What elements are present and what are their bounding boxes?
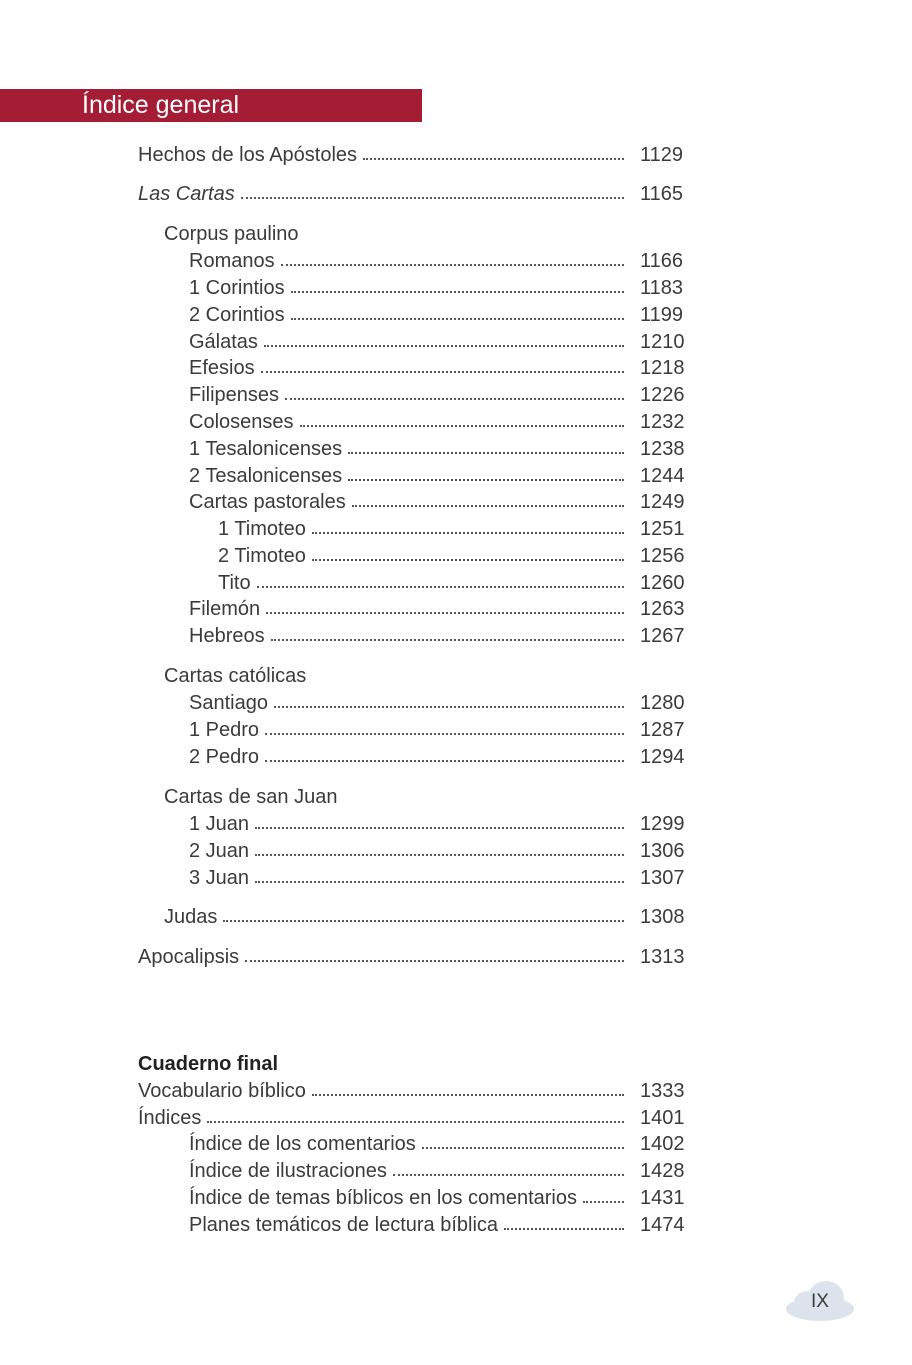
toc-entry-page: 1333 — [640, 1080, 685, 1102]
toc-entry — [0, 516, 912, 543]
leader-dots — [255, 827, 624, 829]
toc-entry-page: 1474 — [640, 1214, 685, 1236]
leader-dots — [300, 425, 624, 427]
leader-dots — [291, 318, 624, 320]
toc-entry-label: Índice de temas bíblicos en los comentarios — [189, 1187, 577, 1209]
leader-dots — [583, 1201, 624, 1203]
leader-dots — [266, 612, 624, 614]
toc-entry — [0, 463, 912, 490]
leader-dots — [265, 760, 624, 762]
toc-entry-label: 2 Timoteo — [218, 545, 306, 567]
toc-entry-page: 1244 — [640, 465, 685, 487]
toc-entry — [0, 904, 912, 931]
leader-dots — [312, 532, 624, 534]
toc-entry-label: 1 Timoteo — [218, 518, 306, 540]
leader-dots — [504, 1228, 624, 1230]
toc-entry — [0, 1185, 912, 1212]
toc-entry-label: Colosenses — [189, 411, 294, 433]
toc-entry-label: 1 Juan — [189, 813, 250, 835]
toc-entry — [0, 596, 912, 623]
toc-entry-label: Hechos de los Apóstoles — [138, 144, 358, 166]
toc-entry-page: 1218 — [640, 357, 685, 379]
toc-entry-label: 2 Pedro — [189, 746, 260, 768]
toc-entry-label: Cartas de san Juan — [164, 786, 338, 808]
toc-entry — [0, 355, 912, 382]
toc-entry-label: Tito — [218, 572, 251, 594]
leader-dots — [348, 479, 624, 481]
toc-entry-page: 1183 — [640, 277, 684, 299]
toc-entry — [0, 811, 912, 838]
toc-entry-label: 1 Tesalonicenses — [189, 438, 343, 460]
leader-dots — [261, 371, 624, 373]
page-title: Índice general — [82, 91, 240, 119]
toc-entry-label: Corpus paulino — [164, 223, 299, 245]
toc-entry-page: 1129 — [640, 144, 684, 166]
toc-entry-page: 1299 — [640, 813, 685, 835]
toc-entry — [0, 944, 912, 971]
toc-entry-page: 1238 — [640, 438, 685, 460]
toc-entry-page: 1263 — [640, 598, 685, 620]
leader-dots — [245, 960, 624, 962]
toc-entry-page: 1280 — [640, 692, 685, 714]
page-number-badge — [784, 1281, 856, 1323]
leader-dots — [271, 639, 624, 641]
toc-entry-page: 1226 — [640, 384, 685, 406]
toc-entry-page: 1249 — [640, 491, 685, 513]
page-number: IX — [811, 1291, 829, 1312]
toc-entry-label: Romanos — [189, 250, 275, 272]
toc-entry-page: 1165 — [640, 183, 684, 205]
leader-dots — [312, 559, 624, 561]
leader-dots — [265, 733, 624, 735]
toc-entry-label: Efesios — [189, 357, 255, 379]
toc-entry-label: Planes temáticos de lectura bíblica — [189, 1214, 499, 1236]
toc-entry — [0, 1051, 912, 1078]
toc-entry — [0, 248, 912, 275]
toc-entry — [0, 865, 912, 892]
leader-dots — [291, 291, 624, 293]
toc-entry — [0, 1105, 912, 1132]
toc-entry-label: Filemón — [189, 598, 261, 620]
toc-entry-page: 1251 — [640, 518, 685, 540]
toc-entry-label: Cuaderno final — [138, 1053, 279, 1075]
toc-entry — [0, 543, 912, 570]
toc-entry-page: 1402 — [640, 1133, 685, 1155]
toc-entry-page: 1431 — [640, 1187, 685, 1209]
toc-entry-label: Cartas católicas — [164, 665, 307, 687]
toc-entry-page: 1307 — [640, 867, 685, 889]
toc-entry — [0, 690, 912, 717]
leader-dots — [393, 1174, 624, 1176]
toc-entry-page: 1428 — [640, 1160, 685, 1182]
toc-entry-label: Apocalipsis — [138, 946, 240, 968]
toc-entry-page: 1313 — [640, 946, 685, 968]
leader-dots — [223, 920, 624, 922]
toc-entry-page: 1287 — [640, 719, 685, 741]
leader-dots — [281, 264, 624, 266]
toc-entry — [0, 717, 912, 744]
toc-entry — [0, 1131, 912, 1158]
toc-entry-label: 3 Juan — [189, 867, 250, 889]
leader-dots — [274, 706, 624, 708]
toc-entry-page: 1401 — [640, 1107, 685, 1129]
toc-entry — [0, 302, 912, 329]
toc-entry-label: 1 Pedro — [189, 719, 260, 741]
leader-dots — [352, 505, 624, 507]
toc-entry — [0, 623, 912, 650]
toc-entry-label: Vocabulario bíblico — [138, 1080, 306, 1102]
toc-entry — [0, 1158, 912, 1185]
toc-entry-label: 2 Corintios — [189, 304, 285, 326]
toc-entry — [0, 838, 912, 865]
toc-entry — [0, 409, 912, 436]
toc-entry-page: 1306 — [640, 840, 685, 862]
toc-entry — [0, 744, 912, 771]
toc-entry — [0, 382, 912, 409]
leader-dots — [264, 345, 624, 347]
toc-entry — [0, 784, 912, 811]
toc-entry — [0, 142, 912, 169]
toc-entry-label: Las Cartas — [138, 183, 235, 205]
toc-entry-label: Índices — [138, 1107, 202, 1129]
leader-dots — [363, 158, 624, 160]
leader-dots — [255, 881, 624, 883]
toc-entry-page: 1260 — [640, 572, 685, 594]
toc-entry — [0, 275, 912, 302]
toc-entry-label: 2 Tesalonicenses — [189, 465, 343, 487]
toc-entry-page: 1294 — [640, 746, 685, 768]
toc-entry-label: Gálatas — [189, 331, 258, 353]
toc-entry — [0, 489, 912, 516]
toc-entry — [0, 570, 912, 597]
toc-entry — [0, 663, 912, 690]
leader-dots — [285, 398, 624, 400]
leader-dots — [348, 452, 624, 454]
leader-dots — [207, 1121, 624, 1123]
toc-entry — [0, 436, 912, 463]
toc-entry — [0, 329, 912, 356]
toc-entry — [0, 221, 912, 248]
toc-entry-label: Índice de ilustraciones — [189, 1160, 387, 1182]
toc-entry-label: Santiago — [189, 692, 268, 714]
toc-entry-label: Filipenses — [189, 384, 280, 406]
header-bar — [0, 89, 422, 122]
toc-entry-page: 1199 — [640, 304, 684, 326]
toc-entry-page: 1210 — [640, 331, 685, 353]
toc-entry-label: Cartas pastorales — [189, 491, 346, 513]
toc-entry-page: 1166 — [640, 250, 684, 272]
toc-entry-label: Índice de los comentarios — [189, 1133, 416, 1155]
toc-entry-page: 1308 — [640, 906, 685, 928]
leader-dots — [312, 1094, 624, 1096]
leader-dots — [241, 197, 624, 199]
toc-entry-label: Judas — [164, 906, 218, 928]
toc-entry-label: 1 Corintios — [189, 277, 285, 299]
toc-entry — [0, 181, 912, 208]
toc-entry — [0, 1212, 912, 1239]
toc-entry-page: 1232 — [640, 411, 685, 433]
toc-entry-page: 1267 — [640, 625, 685, 647]
leader-dots — [255, 854, 624, 856]
toc-entry-label: Hebreos — [189, 625, 265, 647]
toc-entry-page: 1256 — [640, 545, 685, 567]
leader-dots — [257, 586, 624, 588]
toc-entry-label: 2 Juan — [189, 840, 250, 862]
toc-entry — [0, 1078, 912, 1105]
leader-dots — [422, 1147, 624, 1149]
